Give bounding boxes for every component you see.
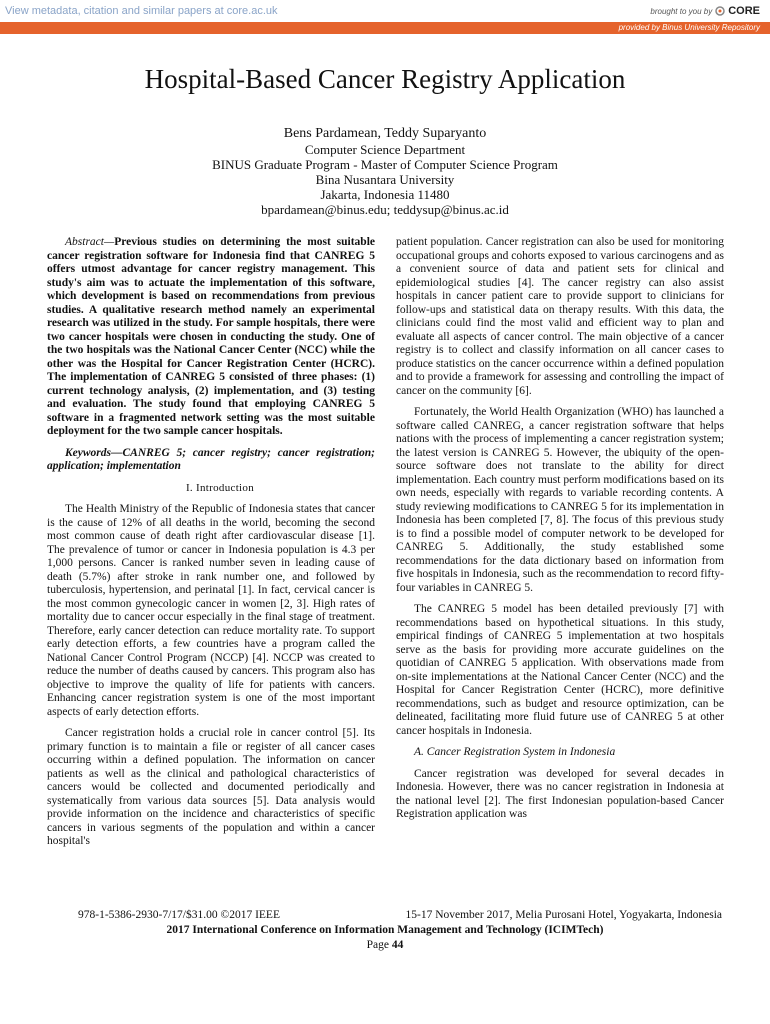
page-number: [0, 938, 770, 953]
author-block: [0, 126, 770, 217]
affiliation-line: Jakarta, Indonesia 11480: [320, 187, 450, 202]
page-footer: [0, 908, 770, 953]
paragraph: The CANREG 5 model has been detailed previously [7] with recommendations based on hypothetical situations. In this study, empirical findings of CANREG 5 implementation at two hospitals serve as the basis for providing more accurate guidelines on the quotidian of CANREG 5 application. With observations made from on-site implementations at the National Cancer Center (NCC) and the Hospital for Cancer Registration Center (HCRC), more definitive recommendations, such as budget and resource optimization, can be delineated, facilitating more fluid future use of CANREG 5 at other cancer hospitals in Indonesia.: [396, 603, 724, 737]
metadata-link[interactable]: View metadata, citation and similar papers at core.ac.uk: [5, 5, 278, 17]
page-label: Page: [366, 939, 389, 951]
provided-by-link[interactable]: provided by Binus University Repository: [618, 23, 760, 32]
affiliation-line: Computer Science Department: [304, 142, 466, 157]
brought-by-text: brought to you by: [650, 6, 713, 16]
keywords: Keywords—CANREG 5; cancer registry; cancer registration; application; implementation: [47, 446, 375, 472]
core-logo-text: CORE: [728, 5, 760, 17]
affiliation-line: Bina Nusantara University: [315, 172, 455, 187]
conference-venue: 15-17 November 2017, Melia Purosani Hotel, Yogyakarta, Indonesia: [405, 909, 722, 921]
abstract-lead: Abstract—: [65, 236, 115, 248]
core-logo-icon: [715, 6, 725, 16]
author-emails: bpardamean@binus.edu; teddysup@binus.ac.id: [261, 202, 509, 217]
affiliation-line: BINUS Graduate Program - Master of Computer Science Program: [212, 157, 558, 172]
paragraph: Cancer registration holds a crucial role in cancer control [5]. Its primary function is to maintain a file or register of all cancer cases occurring within a defined population. The information on cancer patients as well as the clinical and pathological characteristics of cancers would be collected and documented periodically and systematically from various data sources [5]. Data analysis would provide information on the incidence and characteristics of specific cancers in various segments of the population and within a cancer hospital's: [47, 727, 375, 847]
paragraph: Fortunately, the World Health Organization (WHO) has launched a software called CANREG, a cancer registration software that helps nations with the process of implementing a cancer registration system; the latest version is CANREG 5. However, the ubiquity of the open-source software does not translate to the ability for direct implementation. Each country must perform modifications based on its own needs, especially with regards to variable recording contents. A study reviewing modifications to CANREG 5 for its implementation in Indonesia has been completed [7, 8]. The focus of this previous study is to find a possible model of computer network to be developed for CANREG 5. Additionally, the study established some recommendations for the data dictionary based on information from five hospitals in Indonesia, such as the recommendation to record fifty-four variables in CANREG 5.: [396, 406, 724, 594]
provider-bar: [0, 22, 770, 34]
abstract: [47, 236, 375, 439]
section-heading-introduction: I. Introduction: [185, 481, 255, 494]
isbn-copyright: 978-1-5386-2930-7/17/$31.00 ©2017 IEEE: [78, 909, 280, 921]
core-header-bar: [0, 0, 770, 22]
paragraph: Cancer registration was developed for several decades in Indonesia. However, there was no cancer registration in Indonesia at the national level [2]. The first Indonesian population-based Cancer Registration application was: [396, 767, 724, 820]
left-column: [47, 236, 375, 857]
paragraph: The Health Ministry of the Republic of Indonesia states that cancer is the cause of 12% of all deaths in the world, becoming the second most common cause of death right after cardiovascular disease [1]. The prevalence of tumor or cancer in Indonesia population is 4.3 per 1,000 persons. Cancer is ranked number seven in leading cause of death (5.7%) after stroke in rank number one, and followed by tuberculosis, hypertension, and perinatal [1]. In fact, cervical cancer is the most common gynecologic cancer in women [2, 3]. High rates of mortality due to cancer occur especially in the final stage of treatment. Therefore, early cancer detection can reduce mortality rate. To support early detection efforts, a few countries have a program called the National Cancer Control Program (NCCP) [4]. NCCP was created to reduce the number of deaths caused by cancers. This program also has objective to improve the quality of life for patients with cancers. Enhancing cancer registration system is one of the most important aspects of early detection efforts.: [47, 503, 375, 718]
conference-name: 2017 International Conference on Information Management and Technology (ICIMTech): [166, 924, 604, 936]
paper-title: Hospital-Based Cancer Registry Application: [144, 64, 626, 94]
author-names: Bens Pardamean, Teddy Suparyanto: [283, 126, 487, 141]
page-number-value: 44: [391, 939, 404, 951]
abstract-text: Previous studies on determining the most suitable cancer registration software for Indonesia find that CANREG 5 offers utmost advantage for cancer registry management. This study's aim was to actuate the implementation of this software, which development is based on recommendations from previous studies. A qualitative research method namely an experimental research was utilized in the study. For sample hospitals, there were two cancer hospitals were chosen in conducting the study. One of the two hospitals was the National Cancer Center (NCC) while the other was the Hospital for Cancer Registration Center (HCRC). The implementation of CANREG 5 consisted of three phases: (1) current technology analysis, (2) implementation, and (3) testing and evaluation. The study found that employing CANREG 5 software in a fragmented network setting was the most suitable deployment for the two sample cancer hospitals.: [47, 236, 375, 437]
brought-by[interactable]: [650, 5, 760, 17]
right-column: [396, 236, 724, 830]
paragraph: patient population. Cancer registration can also be used for monitoring occupational groups and cohorts exposed to various carcinogens and as a convenient source of data and patient sets for clinical and epidemiological studies [4]. The cancer registry can also assist hospitals in cancer patient care to provide support to clinicians for follow-ups and statistical data on therapy results. With this data, the clinicians could find the most valid and efficient way to plan and evaluate all aspects of cancer control. The main objective of a cancer registry is to collect and classify information on all cancer cases to produce statistics on the cancer occurrence within a defined population and to provide a framework for assessing and controlling the impact of cancer on the community [6].: [396, 236, 724, 397]
subsection-heading: A. Cancer Registration System in Indonesia: [414, 746, 616, 758]
